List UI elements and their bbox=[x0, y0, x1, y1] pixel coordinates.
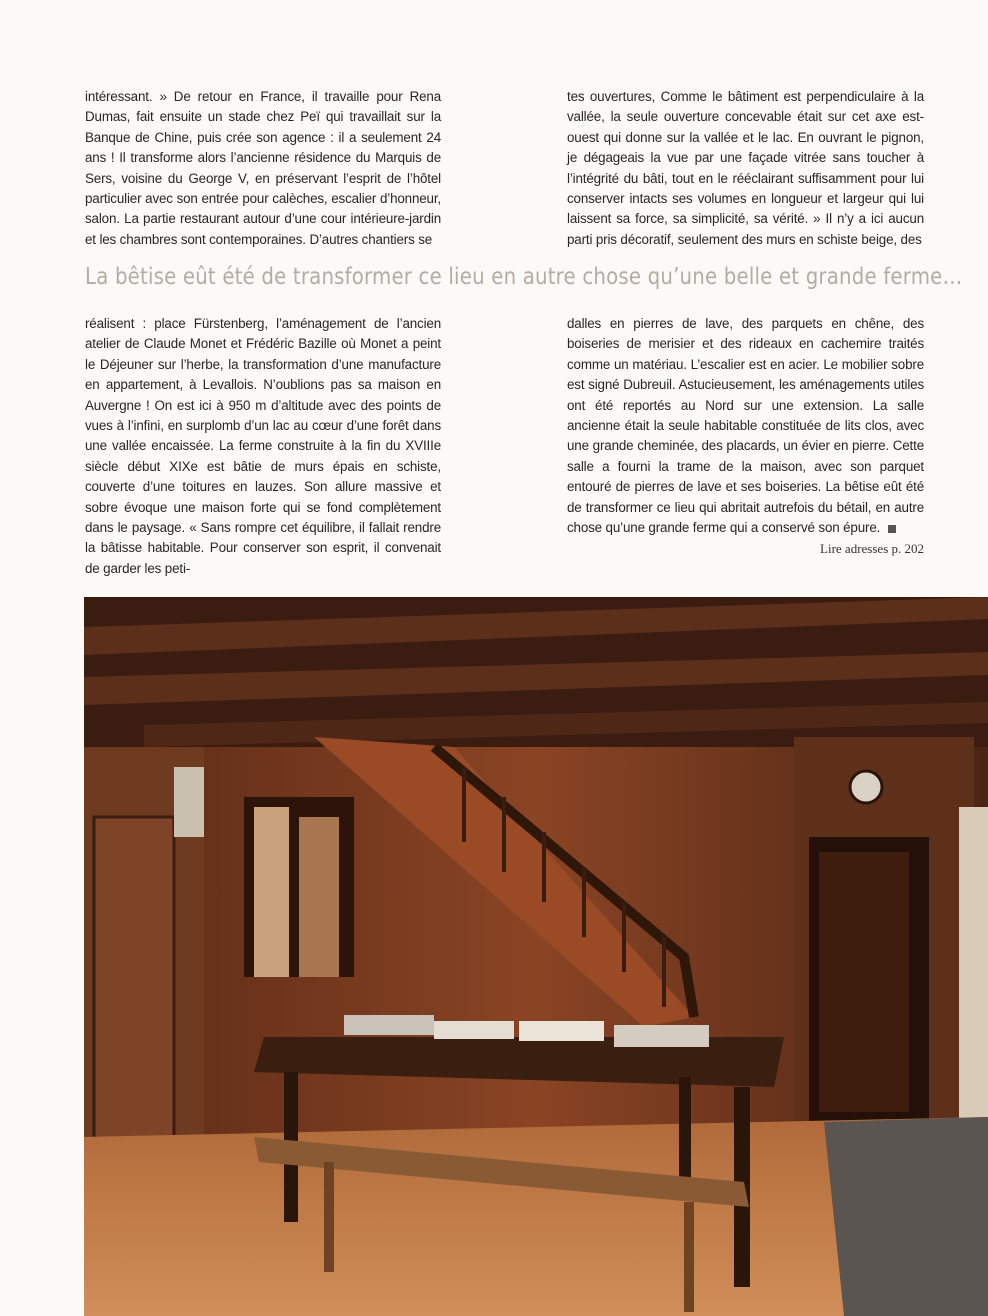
article-column-2-top bbox=[567, 87, 924, 250]
article-column-2-bottom bbox=[567, 314, 924, 538]
article-column-1-bottom bbox=[85, 314, 441, 579]
body-text: dalles en pierres de lave, des parquets en chêne, des boiseries de merisier et des rideaux en cachemire traités comme un matériau. L’escalier est en acier. Le mobilier sobre est signé Dubreuil. Astucieusement, les aménagements utiles ont été reportés au Nord sur une extension. La salle ancienne était la seule habitable constituée de lits clos, avec une grande cheminée, des placards, un évier en pierre. Cette salle a fourni la trame de la maison, avec son parquet entouré de pierres de lave et ses boiseries. La bêtise eût été de transformer ce lieu qui abritait autrefois du bétail, en autre chose qu’une grande ferme qui a conservé son épure. bbox=[567, 316, 924, 536]
address-reference: Lire adresses p. 202 bbox=[820, 541, 924, 556]
interior-photo bbox=[84, 597, 988, 1316]
body-text: tes ouvertures, Comme le bâtiment est perpendiculaire à la vallée, la seule ouverture concevable était sur cet axe est-ouest qui donne sur la vallée et le lac. En ouvrant le pignon, je dégageais la vue par une façade vitrée sans toucher à l’intégrité du bâti, tout en le rééclairant suffisamment pour lui conserver intacts ses volumes en longueur et largeur qui lui laissent sa force, sa simplicité, sa vérité. » Il n’y a ici aucun parti pris décoratif, seulement des murs en schiste beige, des bbox=[567, 89, 924, 247]
body-text: intéressant. » De retour en France, il travaille pour Rena Dumas, fait ensuite un stade chez Peï qui travaillait sur la Banque de Chine, puis crée son agence : il a seulement 24 ans ! Il transforme alors l’ancienne résidence du Marquis de Sers, voisine du George V, en préservant l’esprit de l’hôtel particulier avec son entrée pour calèches, escalier d’honneur, salon. La partie restaurant autour d’une cour intérieure-jardin et les chambres sont contemporaines. D’autres chantiers se bbox=[85, 89, 441, 247]
article-column-1-top bbox=[85, 87, 441, 250]
end-mark-icon bbox=[888, 525, 896, 533]
body-text: réalisent : place Fürstenberg, l’aménagement de l’ancien atelier de Claude Monet et Frédéric Bazille où Monet a peint le Déjeuner sur l’herbe, la transformation d’une manufacture en appartement, à Levallois. N’oublions pas sa maison en Auvergne ! On est ici à 950 m d’altitude avec des points de vues à l’infini, en surplomb d’un lac au cœur d’une forêt dans une vallée encaissée. La ferme construite à la fin du XVIIIe siècle début XIXe est bâtie de murs épais en schiste, couverte d’une toitures en lauzes. Son allure massive et sobre évoque une maison forte qui se fond complètement dans le paysage. « Sans rompre cet équilibre, il fallait rendre la bâtisse habitable. Pour conserver son esprit, il convenait de garder les peti- bbox=[85, 316, 441, 576]
body-text-end bbox=[567, 314, 924, 538]
pull-quote: La bêtise eût été de transformer ce lieu en autre chose qu’une belle et grande ferme… bbox=[85, 264, 963, 290]
